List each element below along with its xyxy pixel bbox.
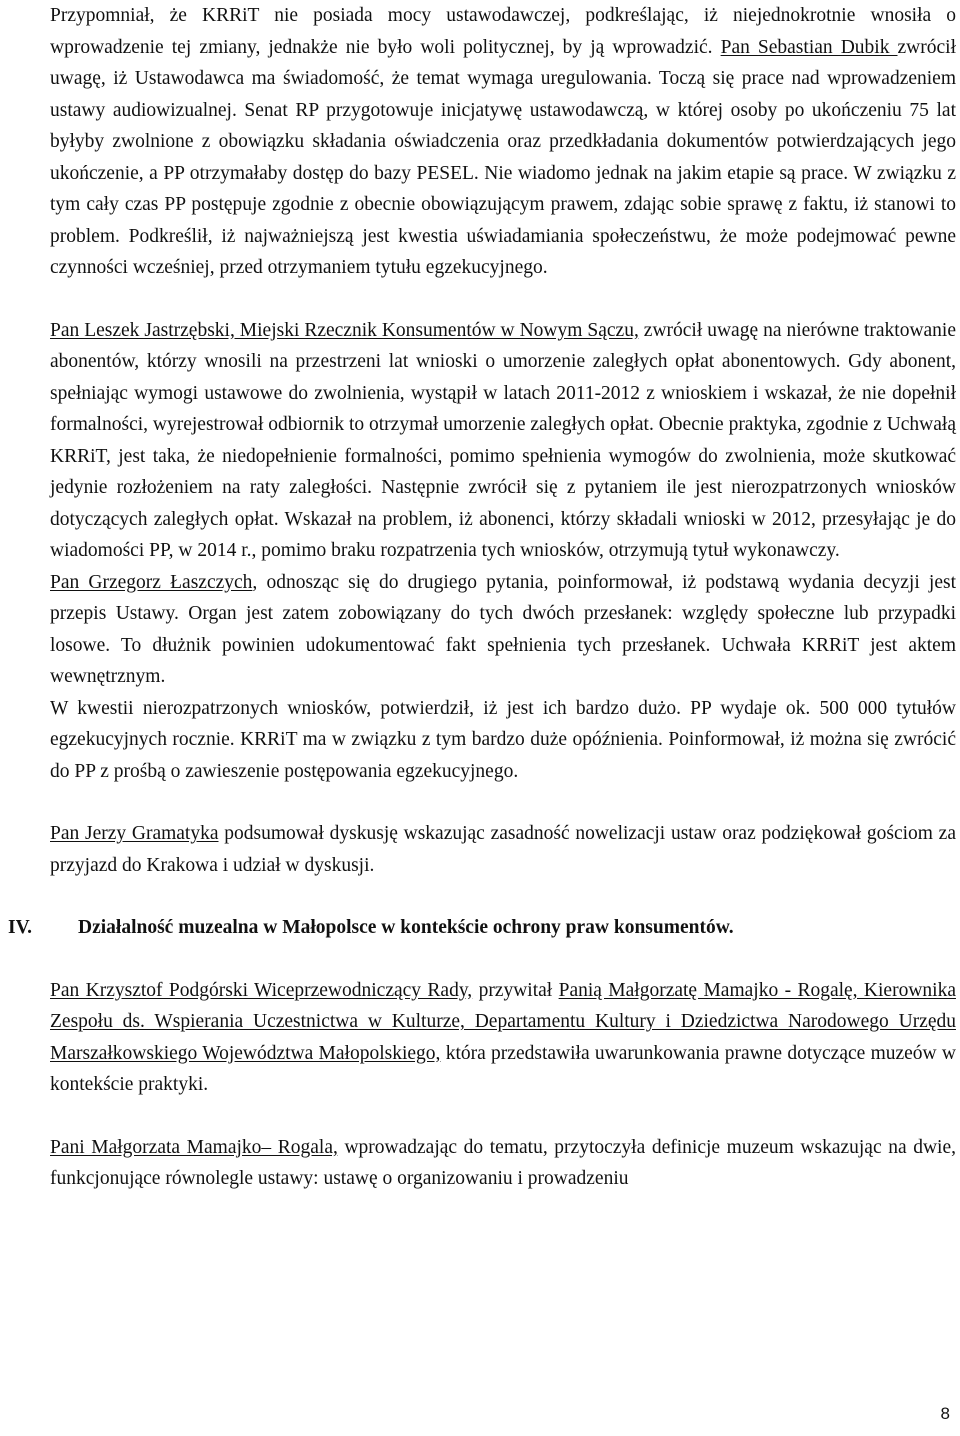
paragraph-text: zwrócił uwagę, iż Ustawodawca ma świadomość, że temat wymaga uregulowania. Toczą się prace nad wprowadzeniem ustawy audiowizualnej. Senat RP przygotowuje inicjatywę ustawodawczą, w której osoby po ukończeniu 75 lat byłyby zwolnione z obowiązku składania oświadczenia oraz przedkładania dokumentów potwierdzających jego ukończenie, a PP otrzymałaby dostęp do bazy PESEL. Nie wiadomo jednak na jakim etapie są prace. W związku z tym cały czas PP postępuje zgodnie z obecnie obowiązującym prawem, zdając sobie sprawę z faktu, iż stanowi to problem. Podkreślił, iż najważniejszą jest kwestia uświadamiania społeczeństwu, że może podejmować pewne czynności wcześniej, przed otrzymaniem tytułu egzekucyjnego. [50, 36, 957, 278]
paragraph-nierozpatrzone [50, 693, 956, 788]
paragraph-text: podsumował dyskusję wskazując zasadność nowelizacji ustaw oraz podziękował gościom za przyjazd do Krakowa i udział w dyskusji. [50, 823, 956, 876]
paragraph-podgorski [50, 975, 956, 1101]
speaker-name: Pan Krzysztof Podgórski Wiceprzewodniczący Rady, [50, 979, 473, 1001]
paragraph-text: , odnosząc się do drugiego pytania, poinformował, iż podstawą wydania decyzji jest przepis Ustawy. Organ jest zatem zobowiązany do tych dwóch przesłanek: względy społeczne lub przypadki losowe. To dłużnik powinien udokumentować fakt spełnienia tych przesłanek. Uchwała KRRiT jest aktem wewnętrznym. [50, 571, 956, 687]
guest-name: Panią Małgorzatę Mamajko - Rogalę, Kierownika Zespołu ds. Wspierania Uczestnictwa w Kulturze, Departamentu Kultury i Dziedzictwa Narodowego Urzędu Marszałkowskiego Województwa Małopolskiego, [50, 979, 956, 1064]
paragraph-text: która przedstawiła uwarunkowania prawne dotyczące muzeów w kontekście praktyki. [50, 1042, 956, 1095]
paragraph-krrit [50, 0, 956, 284]
speaker-name: Pan Leszek Jastrzębski, Miejski Rzecznik Konsumentów w Nowym Sączu, [50, 319, 639, 341]
page-number: 8 [940, 1404, 950, 1423]
paragraph-jastrzebski [50, 315, 956, 567]
section-title: Działalność muzealna w Małopolsce w kontekście ochrony praw konsumentów. [78, 917, 734, 938]
speaker-name: Pan Grzegorz Łaszczych [50, 571, 253, 593]
paragraph-gramatyka [50, 818, 956, 881]
speaker-name: Pan Sebastian Dubik [720, 36, 898, 58]
paragraph-laszczych [50, 567, 956, 693]
document-page [8, 0, 957, 1195]
speaker-name: Pan Jerzy Gramatyka [50, 823, 219, 844]
paragraph-text: zwrócił uwagę na nierówne traktowanie abonentów, którzy wnosili na przestrzeni lat wnioski o umorzenie zaległych opłat abonentowych. Gdy abonent, spełniając wymogi ustawowe do zwolnienia, wystąpił w latach 2011-2012 z wnioskiem i wskazał, że nie dopełnił formalności, wyrejestrował odbiornik to otrzymał umorzenie zaległych opłat. Obecnie praktyka, zgodnie z Uchwałą KRRiT, jest taka, że niedopełnienie formalności, pomimo spełnienia wymogów do zwolnienia, może skutkować jedynie rozłożeniem na raty zaległości. Następnie zwrócił się z pytaniem ile jest nierozpatrzonych wniosków dotyczących zaległych opłat. Wskazał na problem, iż abonenci, którzy składali wnioski w 2012, przesyłając je do wiadomości PP, w 2014 r., pomimo braku rozpatrzenia tych wniosków, otrzymują tytuł wykonawczy. [50, 319, 957, 561]
speaker-name: Pani Małgorzata Mamajko– Rogala, [50, 1136, 338, 1158]
paragraph-text: wprowadzając do tematu, przytoczyła definicje muzeum wskazując na dwie, funkcjonujące równolegle ustawy: ustawę o organizowaniu i prowadzeniu [50, 1136, 956, 1189]
section-heading [8, 912, 956, 944]
paragraph-mamajko [50, 1132, 956, 1195]
section-number: IV. [8, 917, 33, 938]
paragraph-text: Przypomniał, że KRRiT nie posiada mocy ustawodawczej, podkreślając, iż niejednokrotnie wnosiła o wprowadzenie tej zmiany, jednakże nie było woli politycznej, by ją wprowadzić. [50, 5, 956, 58]
paragraph-text: przywitał [472, 979, 559, 1001]
paragraph-text: W kwestii nierozpatrzonych wniosków, potwierdził, iż jest ich bardzo dużo. PP wydaje ok. 500 000 tytułów egzekucyjnych rocznie. KRRiT ma w związku z tym bardzo duże opóźnienia. Poinformował, iż można się zwrócić do PP z prośbą o zawieszenie postępowania egzekucyjnego. [50, 697, 956, 782]
